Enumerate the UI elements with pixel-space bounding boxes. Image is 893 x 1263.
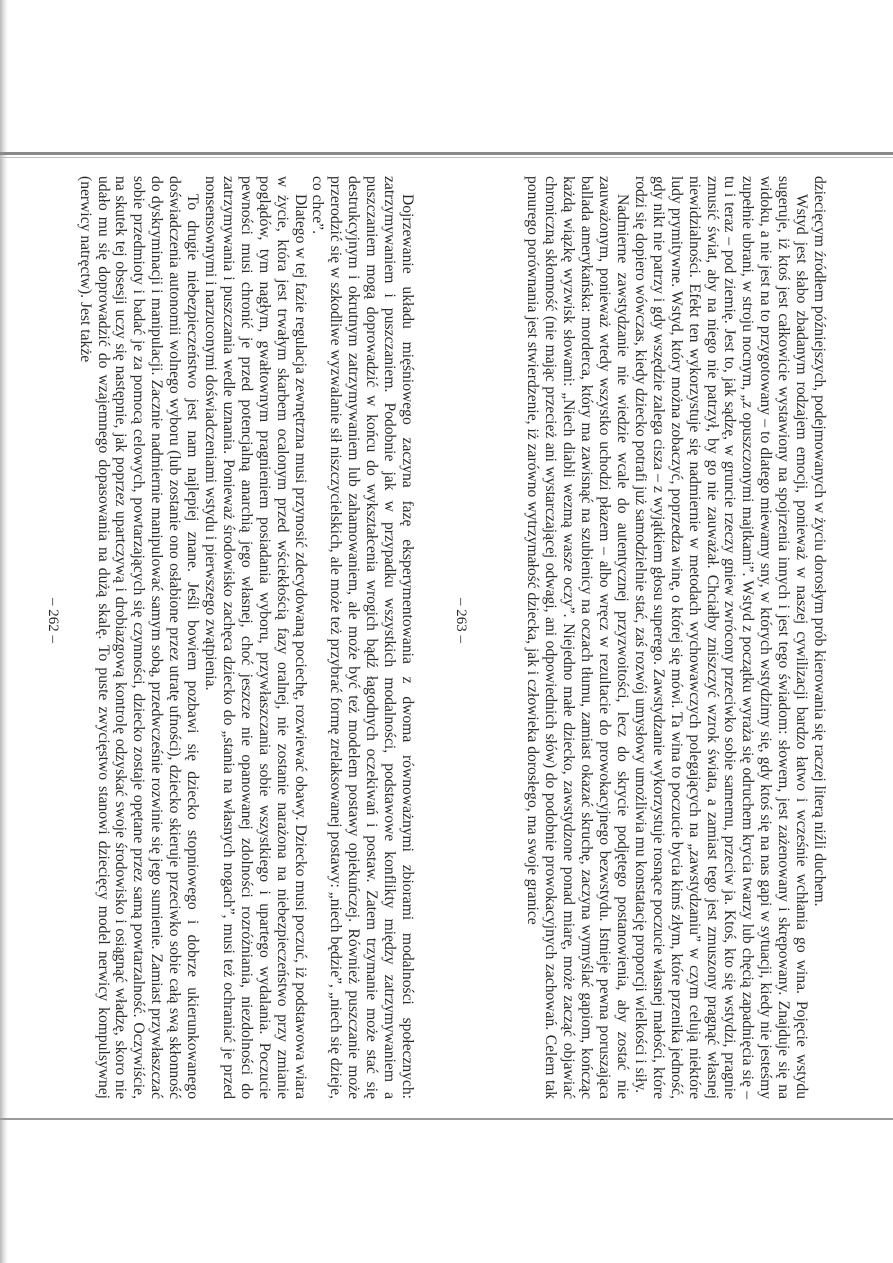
page-263-paragraph-2: Wstyd jest słabo zbadanym rodzajem emocji, ponieważ w naszej cywilizacji bardzo łatwo i wcześnie wchłania go wina. Pojęcie wstydu sugeruje, iż ktoś jest całkowicie wystawiony na spojrzenia innych i jest tego świadom: słowem, jest zażenowany i skrępowany. Znajduje się na widoku, a nie jest na to przygotowany – to dlatego miewamy sny, w których wstydzimy się, gdy ktoś się na nas gapi w sytuacji, kiedy nie jesteśmy zupełnie ubrani, w stroju nocnym, „z opuszczonymi majtkami”. Wstyd z początku wyraża się odruchem krycia twarzy lub chęcią zapadnięcia się – tu i teraz – pod ziemię. Jest to, jak sądzę, w gruncie rzeczy gniew zwrócony przeciwko sobie samemu, przeciw ja. Ktoś, kto się wstydzi, pragnie zmusić świat, aby na niego nie patrzył, by go nie zauważał. Chciałby zniszczyć wzrok świata, a zamiast tego jest zmuszony pragnąć własnej niewidzialności. Efekt ten wykorzystuje się nadmiernie w metodach wychowawczych polegających na „zawstydzaniu” w czym celują niektóre ludy prymitywne. Wstyd, który można zobaczyć, poprzedza winę, o której się mówi. Ta wina to poczucie bycia kimś złym, które przenika jedność, gdy nikt nie patrzy i gdy wszędzie zalega cisza – z wyjątkiem głosu superego. Zawstydzanie wykorzystuje rosnące poczucie własnej małości, które rodzi się dopiero wówczas, kiedy dziecko potrafi już samodzielnie stać, zaś rozwój umysłowy umożliwia mu konstatację proporcji wielkości i siły. (631, 176, 811, 1099)
scan-border-line-bottom (0, 1118, 893, 1120)
page-262-paragraph-1: Dojrzewanie układu mięśniowego zaczyna fazę eksperymentowania z dwoma równoważnymi zbiorami modalności społecznych: zatrzymywaniem i puszczaniem. Podobnie jak w przypadku wszystkich modalności, podstawowe konflikty między zatrzymywaniem a puszczaniem mogą doprowadzić w końcu do wykształcenia wrogich bądź łagodnych oczekiwań i postaw. Zatem trzymanie może stać się destrukcyjnym i okrutnym zatrzymywaniem lub zahamowaniem, ale może być też modelem postawy opiekuńczej. Również puszczanie może przerodzić się w szkodliwe wyzwalanie sił niszczycielskich, ale może też przybrać formę zrelaksowanej postawy: „niech będzie”, „niech się dzieje, co chce”. (309, 176, 416, 1099)
scan-border-line-top-thin (0, 157, 893, 158)
page-263 (470, 170, 832, 1105)
scan-edge-shadow (0, 0, 8, 1263)
page-263-paragraph-1: dziecięcym źródłem późniejszych, podejmowanych w życiu dorosłym prób kierowania się raczej literą niźli duchem. (811, 176, 828, 907)
page-262-paragraph-2: Dlatego w tej fazie regulacja zewnętrzna musi przynosić zdecydowaną pociechę, rozwiewać obawy. Dziecko musi poczuć, iż podstawowa wiara w życie, która jest trwałym skarbem ocalonym przed wściekłością fazy oralnej, nie zostanie narażona na niebezpieczeństwo przy zmianie poglądów, tym nagłym, gwałtownym pragnieniem posiadania wyboru, przywłaszczania sobie wszystkiego i upartego wydalania. Poczucie pewności musi chronić je przed potencjalną anarchią jego własnej, choć jeszcze nie opanowanej zdolności rozróżniania, niezdolności do zatrzymywania i puszczania wedle uznania. Ponieważ środowisko zachęca dziecko do „stania na własnych nogach”, musi też ochraniać je przed nonsensownymi i narzuconymi doświadczeniami wstydu i pierwszego zwątpienia. (202, 176, 309, 1099)
page-262-paragraph-3: To drugie niebezpieczeństwo jest nam najlepiej znane. Jeśli bowiem pozbawi się dziecko stopniowego i dobrze ukierunkowanego doświadczenia autonomii wolnego wyboru (lub zostanie ono osłabione przez utratę ufności), dziecko skieruje przeciwko sobie całą swą skłonność do dyskryminacji i manipulacji. Zacznie nadmiernie manipulować samym sobą, przedwcześnie rozwinie się jego sumienie. Zamiast przywłaszczać sobie przedmioty i badać je za pomocą celowych, powtarzających się czynności, dziecko zostaje opętane przez samą powtarzalność. Oczywiście, na skutek tej obsesji uczy się następnie, jak poprzez upartczywą i drobiazgową kontrolę odzyskać swoje środowisko i osiągnąć władzę, skoro nie udało mu się doprowadzić do wzajemnego dopasowania na dużą skalę. To puste zwycięstwo stanowi dziecięcy model nerwicy kompulsywnej (nerwicy natręctw). Jest także (76, 176, 202, 1099)
page-262 (70, 170, 420, 1105)
page-262-text (70, 170, 420, 1105)
page-263-text (470, 170, 832, 1105)
scan-border-line-top (0, 152, 893, 155)
page-number-263: – 263 – (453, 598, 469, 643)
page-number-262: – 262 – (45, 598, 61, 643)
page-263-paragraph-3: Nadmierne zawstydzanie nie wiedzie wcale do autentycznej przyzwoitości, lecz do skrycie podjętego postanowienia, aby zostać nie zauważonym, ponieważ wtedy wszystko uchodzi płazem – albo wręcz w rezultacie do prowokacyjnego bezwstydu. Istnieje pewna poruszająca ballada amerykańska: morderca, który ma zawisnąć na szubienicy na oczach tłumu, zamiast okazać skruchę, zaczyna wymyślać gapiom, kończąc każdą wiązkę wyzwisk słowami: „Niech diabli wezmą wasze oczy”. Niejedno małe dziecko, zawstydzone ponad miarę, może zacząć objawiać chroniczną skłonność (nie mając przecież ani wystarczającej odwagi, ani odpowiednich słów) do podobnie prowokacyjnych zachowań. Celem tak ponurego porównania jest stwierdzenie, iż zarówno wytrzymałość dziecka, jak i człowieka dorosłego, ma swoje granice (524, 176, 632, 1099)
